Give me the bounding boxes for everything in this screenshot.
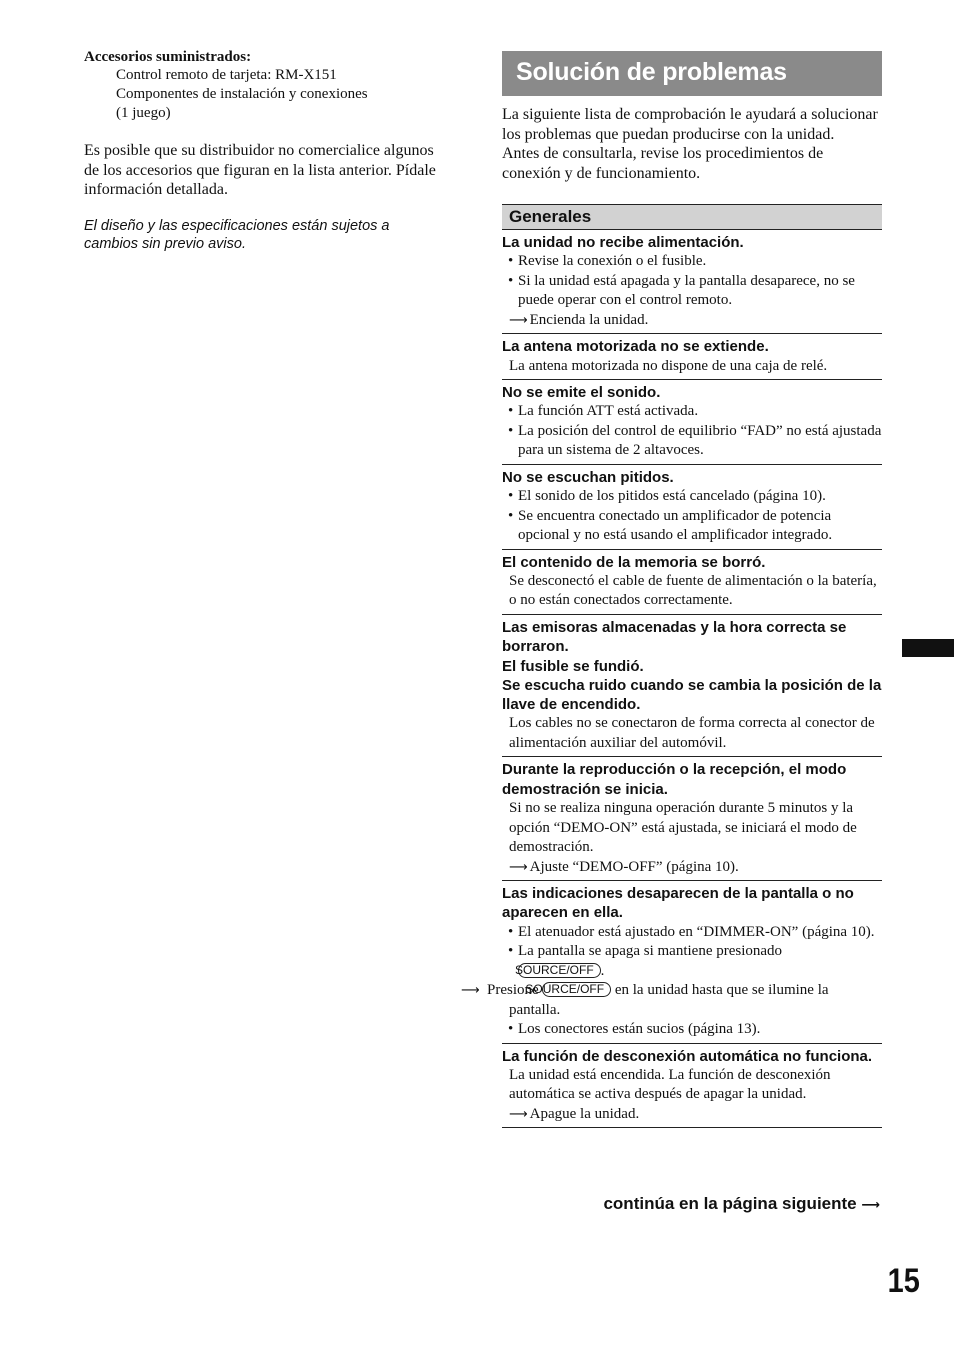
trouble-item bbox=[502, 334, 882, 380]
problem-heading: No se emite el sonido. bbox=[502, 384, 661, 402]
continue-text: continúa en la página siguiente bbox=[603, 1194, 857, 1213]
answer: La antena motorizada no dispone de una caja de relé. bbox=[509, 357, 828, 374]
trouble-item bbox=[502, 230, 882, 334]
problem-heading: No se escuchan pitidos. bbox=[502, 468, 674, 486]
bullet: • Se encuentra conectado un amplificador de potencia opcional y no está usando el amplificador integrado. bbox=[508, 507, 833, 544]
bullet-text: La pantalla se apaga si mantiene presionado bbox=[518, 943, 783, 960]
trouble-item bbox=[461, 881, 882, 1044]
source-off-key: SOURCE/OFF bbox=[542, 982, 611, 997]
problem-heading: Durante la reproducción o la recepción, el modo demostración se inicia. bbox=[502, 761, 847, 798]
solution bbox=[502, 311, 882, 331]
bullet: • Revise la conexión o el fusible. bbox=[508, 253, 707, 270]
bullet-text: El sonido de los pitidos está cancelado (página 10). bbox=[518, 488, 826, 505]
answer: Si no se realiza ninguna operación durante 5 minutos y la opción “DEMO-ON” está ajustada, se iniciará el modo de demostración. bbox=[509, 800, 857, 856]
bullet-text: Los conectores están sucios (página 13). bbox=[518, 1021, 761, 1038]
accessory-item: (1 juego) bbox=[116, 105, 171, 121]
intro-paragraph-2: Antes de consultarla, revise los procedimientos de conexión y de funcionamiento. bbox=[502, 145, 824, 182]
solution-text: en la unidad hasta que se ilumine la pantalla. bbox=[509, 982, 829, 1018]
section-heading: Generales bbox=[502, 204, 882, 230]
answer: Los cables no se conectaron de forma correcta al conector de alimentación auxiliar del automóvil. bbox=[509, 715, 875, 751]
accessories-title: Accesorios suministrados: bbox=[84, 49, 252, 65]
page-number: 15 bbox=[887, 1262, 920, 1300]
accessories-paragraph: Es posible que su distribuidor no comercialice algunos de los accesorios que figuran en la lista anterior. Pídale información detallada. bbox=[84, 142, 436, 198]
solution bbox=[502, 858, 882, 878]
answer: La unidad está encendida. La función de desconexión automática se activa después de apagar la unidad. bbox=[509, 1066, 831, 1103]
bullet-text: Si la unidad está apagada y la pantalla desaparece, no se puede operar con el control remoto. bbox=[518, 272, 855, 309]
solution: ⟶ Presione SOURCE/OFF en la unidad hasta que se ilumine la pantalla. bbox=[461, 982, 829, 1018]
bullet-text: Se encuentra conectado un amplificador de potencia opcional y no está usando el amplificador integrado. bbox=[518, 507, 833, 544]
bullet: • La pantalla se apaga si mantiene presionado SOURCE/OFF . bbox=[508, 943, 783, 979]
solution-text: Apague la unidad. bbox=[529, 1105, 640, 1122]
left-column bbox=[84, 48, 444, 254]
problem-heading: El contenido de la memoria se borró. bbox=[502, 553, 766, 571]
problem-heading: Las emisoras almacenadas y la hora correcta se borraron. bbox=[502, 618, 847, 656]
page-title: Solución de problemas bbox=[502, 51, 882, 96]
accessory-item: Componentes de instalación y conexiones bbox=[116, 86, 368, 102]
solution bbox=[502, 1105, 882, 1125]
problem-heading: La función de desconexión automática no funciona. bbox=[502, 1047, 873, 1065]
arrow-icon: ⟶ bbox=[509, 1106, 528, 1122]
bullet: • Los conectores están sucios (página 13). bbox=[508, 1021, 761, 1038]
intro-text bbox=[502, 105, 882, 183]
problem-heading: Se escucha ruido cuando se cambia la posición de la llave de encendido. bbox=[502, 676, 882, 714]
problem-heading: La antena motorizada no se extiende. bbox=[502, 338, 769, 356]
problem-heading: El fusible se fundió. bbox=[502, 657, 644, 675]
accessory-item: Control remoto de tarjeta: RM-X151 bbox=[116, 67, 337, 83]
section-tab-marker bbox=[902, 639, 954, 657]
bullet: • Si la unidad está apagada y la pantalla desaparece, no se puede operar con el control remoto. bbox=[508, 272, 855, 309]
bullet-text: Revise la conexión o el fusible. bbox=[518, 253, 707, 270]
problem-heading: La unidad no recibe alimentación. bbox=[502, 234, 744, 251]
solution-text: Encienda la unidad. bbox=[529, 311, 649, 328]
trouble-item bbox=[502, 615, 882, 757]
bullet-text: La posición del control de equilibrio “FAD” no está ajustada para un sistema de 2 altavoces. bbox=[518, 422, 882, 459]
arrow-icon: ⟶ bbox=[509, 312, 528, 328]
right-column bbox=[461, 51, 882, 1128]
trouble-item bbox=[502, 1044, 882, 1129]
bullet: • El sonido de los pitidos está cancelado (página 10). bbox=[508, 488, 826, 505]
continue-note bbox=[603, 1194, 882, 1214]
bullet: • El atenuador está ajustado en “DIMMER-ON” (página 10). bbox=[508, 923, 875, 940]
bullet-text: El atenuador está ajustado en “DIMMER-ON” (página 10). bbox=[518, 923, 875, 940]
trouble-item bbox=[502, 380, 882, 465]
answer: Se desconectó el cable de fuente de alimentación o la batería, o no están conectados correctamente. bbox=[509, 572, 877, 609]
bullet-text: La función ATT está activada. bbox=[518, 403, 699, 420]
arrow-icon: ⟶ bbox=[509, 859, 528, 875]
source-off-key: SOURCE/OFF bbox=[518, 963, 601, 978]
trouble-item bbox=[502, 550, 882, 615]
bullet: • La posición del control de equilibrio “FAD” no está ajustada para un sistema de 2 altavoces. bbox=[508, 422, 882, 459]
trouble-item bbox=[502, 757, 882, 881]
problem-heading: Las indicaciones desaparecen de la pantalla o no aparecen en ella. bbox=[502, 885, 854, 922]
solution-text: Presione bbox=[487, 982, 539, 999]
trouble-item bbox=[502, 465, 882, 550]
specification-note: El diseño y las especificaciones están sujetos a cambios sin previo aviso. bbox=[84, 217, 390, 252]
arrow-right-icon: ⟶ bbox=[861, 1198, 880, 1213]
intro-paragraph-1: La siguiente lista de comprobación le ayudará a solucionar los problemas que puedan producirse con la unidad. bbox=[502, 106, 878, 143]
bullet: • La función ATT está activada. bbox=[508, 403, 699, 420]
solution-text: Ajuste “DEMO-OFF” (página 10). bbox=[529, 858, 739, 875]
